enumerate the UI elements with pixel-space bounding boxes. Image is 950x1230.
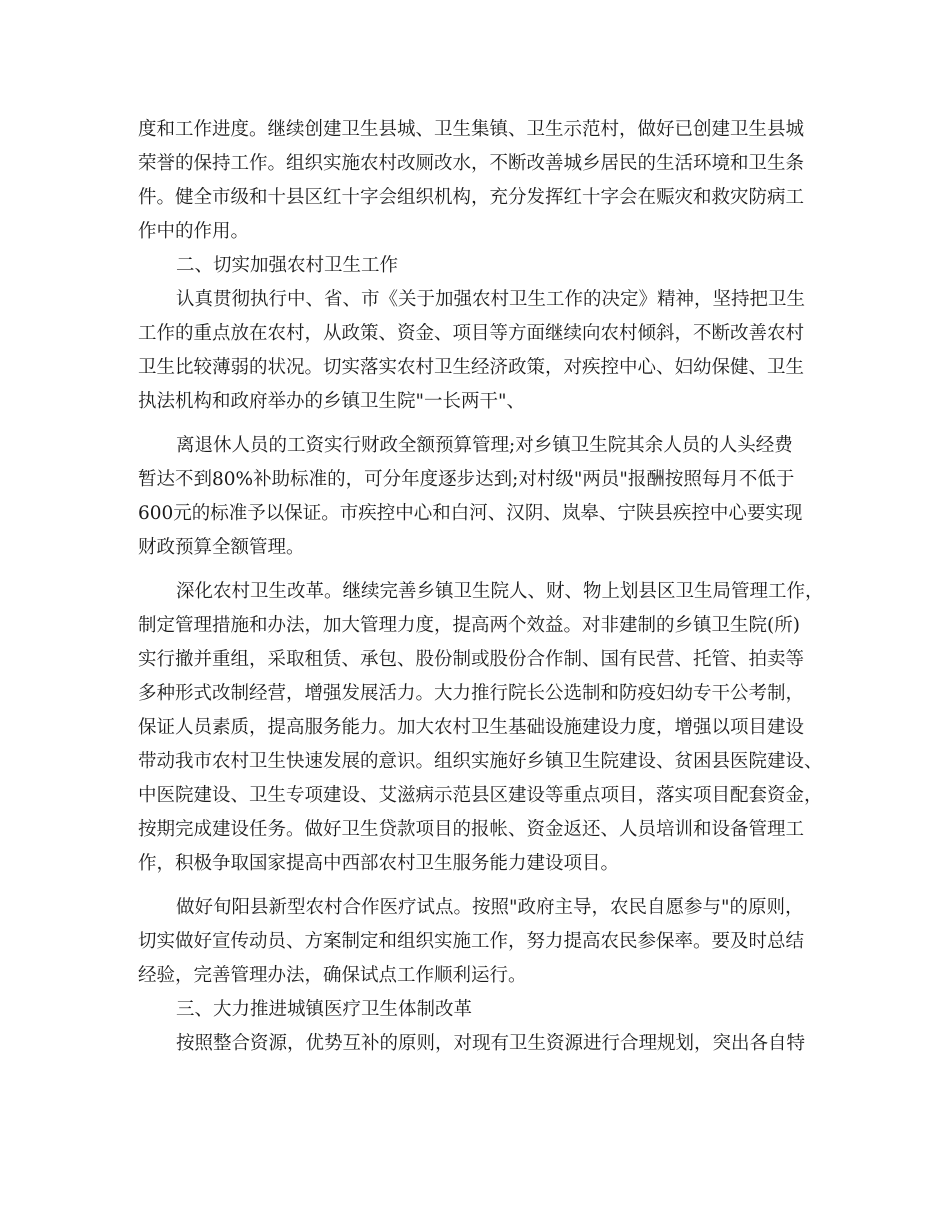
text-line: 作中的作用。 xyxy=(138,221,250,242)
text-line: 深化农村卫生改革。继续完善乡镇卫生院人、财、物上划县区卫生局管理工作， xyxy=(176,581,824,602)
text-line: 荣誉的保持工作。组织实施农村改厕改水，不断改善城乡居民的生活环境和卫生条 xyxy=(138,153,805,174)
section-heading: 三、大力推进城镇医疗卫生体制改革 xyxy=(176,999,473,1020)
text-line: 切实做好宣传动员、方案制定和组织实施工作，努力提高农民参保率。要及时总结 xyxy=(138,931,805,952)
text-line: 度和工作进度。继续创建卫生县城、卫生集镇、卫生示范村，做好已创建卫生县城 xyxy=(138,119,805,140)
section-heading: 二、切实加强农村卫生工作 xyxy=(176,255,399,276)
text-line: 中医院建设、卫生专项建设、艾滋病示范县区建设等重点项目，落实项目配套资金， xyxy=(138,785,823,806)
text-line: 暂达不到80%补助标准的，可分年度逐步达到;对村级"两员"报酬按照每月不低于 xyxy=(138,469,795,490)
text-line: 经验，完善管理办法，确保试点工作顺利运行。 xyxy=(138,965,527,986)
text-line: 带动我市农村卫生快速发展的意识。组织实施好乡镇卫生院建设、贫困县医院建设、 xyxy=(138,751,823,772)
text-line: 工作的重点放在农村，从政策、资金、项目等方面继续向农村倾斜，不断改善农村 xyxy=(138,323,805,344)
text-line: 多种形式改制经营，增强发展活力。大力推行院长公选制和防疫妇幼专干公考制， xyxy=(138,683,805,704)
text-line: 按期完成建设任务。做好卫生贷款项目的报帐、资金返还、人员培训和设备管理工 xyxy=(138,819,805,840)
text-line: 600元的标准予以保证。市疾控中心和白河、汉阴、岚皋、宁陕县疾控中心要实现 xyxy=(138,503,803,524)
text-line: 保证人员素质，提高服务能力。加大农村卫生基础设施建设力度，增强以项目建设 xyxy=(138,717,805,738)
text-line: 作，积极争取国家提高中西部农村卫生服务能力建设项目。 xyxy=(138,853,620,874)
text-line: 件。健全市级和十县区红十字会组织机构，充分发挥红十字会在赈灾和救灾防病工 xyxy=(138,187,805,208)
text-line: 执法机构和政府举办的乡镇卫生院"一长两干"、 xyxy=(138,391,526,412)
text-line: 认真贯彻执行中、省、市《关于加强农村卫生工作的决定》精神，坚持把卫生 xyxy=(176,289,806,310)
text-line: 离退休人员的工资实行财政全额预算管理;对乡镇卫生院其余人员的人头经费 xyxy=(176,435,793,456)
text-line: 实行撤并重组，采取租赁、承包、股份制或股份合作制、国有民营、托管、拍卖等 xyxy=(138,649,805,670)
text-line: 制定管理措施和办法，加大管理力度，提高两个效益。对非建制的乡镇卫生院(所) xyxy=(138,615,800,636)
text-line: 做好旬阳县新型农村合作医疗试点。按照"政府主导，农民自愿参与"的原则， xyxy=(176,897,804,918)
text-line: 财政预算全额管理。 xyxy=(138,537,305,558)
text-line: 按照整合资源，优势互补的原则，对现有卫生资源进行合理规划，突出各自特 xyxy=(176,1033,806,1054)
text-line: 卫生比较薄弱的状况。切实落实农村卫生经济政策，对疾控中心、妇幼保健、卫生 xyxy=(138,357,805,378)
